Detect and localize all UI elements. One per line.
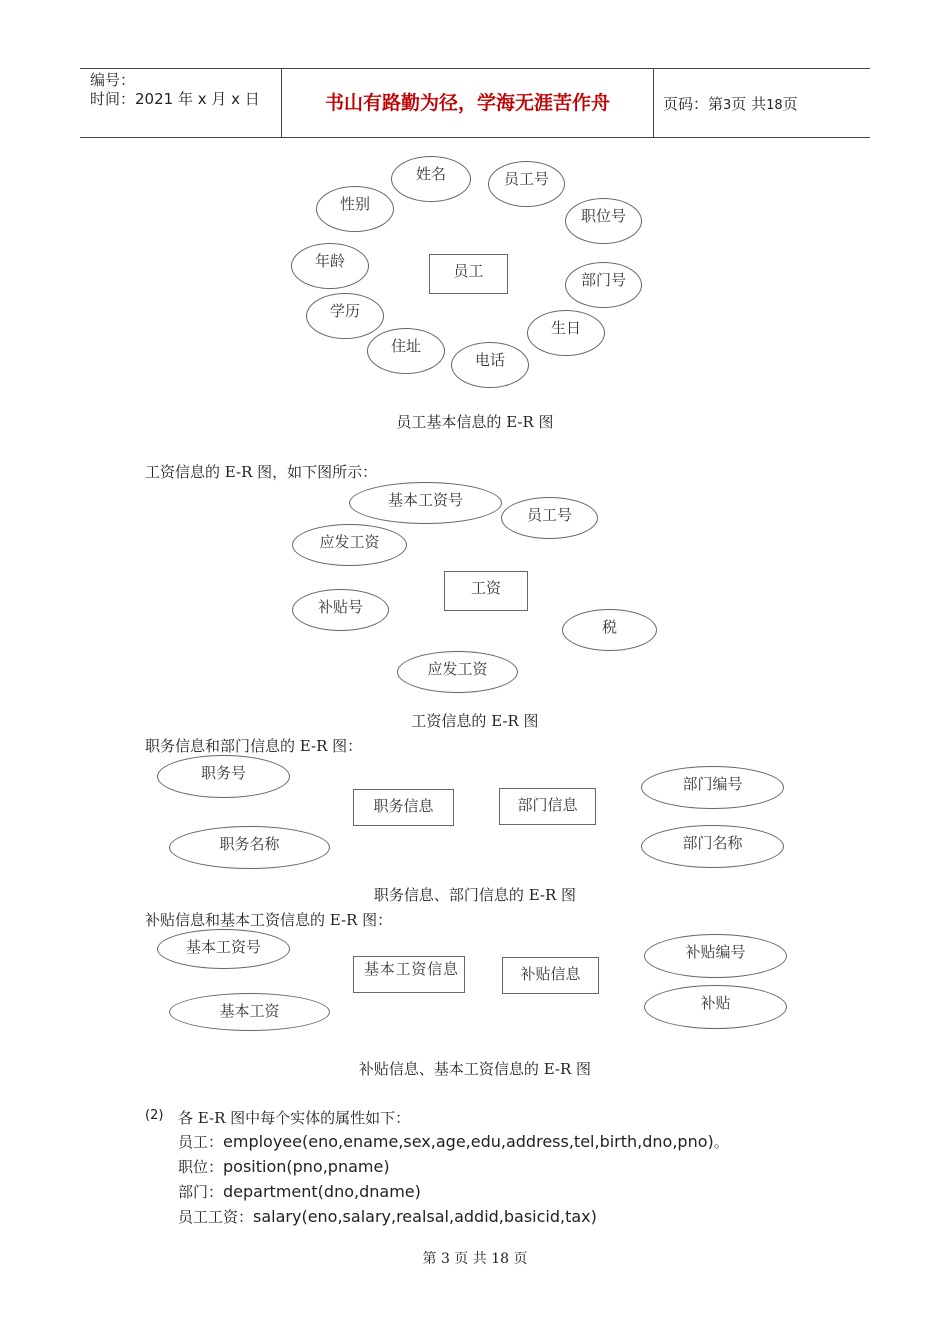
figure-caption: 补贴信息、基本工资信息的 E-R 图 xyxy=(358,1060,592,1078)
attribute-line-label: 员工： xyxy=(178,1133,224,1151)
list-marker: (2) xyxy=(145,1108,164,1123)
er-attribute: 员工号 xyxy=(501,497,598,539)
figure-caption: 职务信息、部门信息的 E-R 图 xyxy=(373,886,577,904)
er-attribute: 住址 xyxy=(367,328,445,374)
er-attribute: 税 xyxy=(562,609,657,651)
document-time-label: 时间：2021 年 x 月 x 日 xyxy=(90,90,260,108)
er-attribute: 补贴号 xyxy=(292,589,389,631)
attribute-line-value: employee(eno,ename,sex,age,edu,address,tel,birth,dno,pno) xyxy=(223,1132,714,1151)
paragraph-text: 职务信息和部门信息的 E-R 图： xyxy=(145,737,363,755)
er-attribute: 部门名称 xyxy=(641,825,784,868)
page-total: 18 xyxy=(766,98,783,113)
attribute-line xyxy=(178,1206,597,1227)
attribute-line-label: 职位： xyxy=(178,1158,224,1176)
er-entity: 补贴信息 xyxy=(502,957,599,994)
er-attribute: 姓名 xyxy=(391,156,471,202)
attribute-line-label: 部门： xyxy=(178,1183,224,1201)
er-attribute: 职位号 xyxy=(565,198,642,244)
er-entity: 基本工资信息 xyxy=(353,956,465,993)
header-meta xyxy=(90,71,260,109)
page-suffix: 页 xyxy=(782,95,798,113)
page-current: 3 xyxy=(723,98,732,113)
header-page-info xyxy=(663,93,798,114)
er-attribute: 补贴编号 xyxy=(644,934,787,978)
er-attribute: 部门号 xyxy=(565,262,642,308)
page-middle: 页 共 xyxy=(731,95,767,113)
er-attribute: 电话 xyxy=(451,342,529,388)
page-prefix: 页码：第 xyxy=(663,95,724,113)
er-attribute: 应发工资 xyxy=(292,524,407,566)
er-entity: 部门信息 xyxy=(499,788,596,825)
er-entity: 员工 xyxy=(429,254,508,294)
er-attribute: 基本工资号 xyxy=(157,929,290,969)
attribute-line xyxy=(178,1131,729,1152)
er-attribute: 性别 xyxy=(316,186,394,232)
paragraph-text: 工资信息的 E-R 图，如下图所示： xyxy=(145,463,378,481)
er-entity: 职务信息 xyxy=(353,789,454,826)
page-header xyxy=(80,68,870,138)
document-number-label: 编号： xyxy=(90,71,136,89)
er-attribute: 年龄 xyxy=(291,243,369,289)
er-attribute: 应发工资 xyxy=(397,651,518,693)
er-attribute: 基本工资 xyxy=(169,993,330,1031)
er-attribute: 学历 xyxy=(306,293,384,339)
er-attribute: 生日 xyxy=(527,310,605,356)
attribute-line xyxy=(178,1181,421,1202)
attribute-line-suffix: 。 xyxy=(713,1133,729,1151)
header-motto: 书山有路勤为径，学海无涯苦作舟 xyxy=(324,92,610,114)
attribute-line-value: department(dno,dname) xyxy=(223,1182,421,1201)
figure-caption: 员工基本信息的 E-R 图 xyxy=(396,413,554,431)
er-attribute: 职务名称 xyxy=(169,826,330,869)
page-footer: 第 3 页 共 18 页 xyxy=(422,1251,528,1267)
attribute-line xyxy=(178,1156,390,1177)
paragraph-text: 补贴信息和基本工资信息的 E-R 图： xyxy=(145,911,393,929)
er-attribute: 员工号 xyxy=(488,161,565,207)
figure-caption: 工资信息的 E-R 图 xyxy=(411,712,539,730)
attribute-line-value: position(pno,pname) xyxy=(223,1157,390,1176)
er-attribute: 补贴 xyxy=(644,985,787,1029)
er-entity: 工资 xyxy=(444,571,528,611)
er-attribute: 基本工资号 xyxy=(349,482,502,524)
attribute-line-label: 员工工资： xyxy=(178,1208,254,1226)
er-attribute: 职务号 xyxy=(157,755,290,798)
header-divider xyxy=(653,69,654,137)
section-heading: 各 E-R 图中每个实体的属性如下： xyxy=(178,1109,411,1127)
attribute-line-value: salary(eno,salary,realsal,addid,basicid,tax) xyxy=(253,1207,597,1226)
er-attribute: 部门编号 xyxy=(641,766,784,809)
